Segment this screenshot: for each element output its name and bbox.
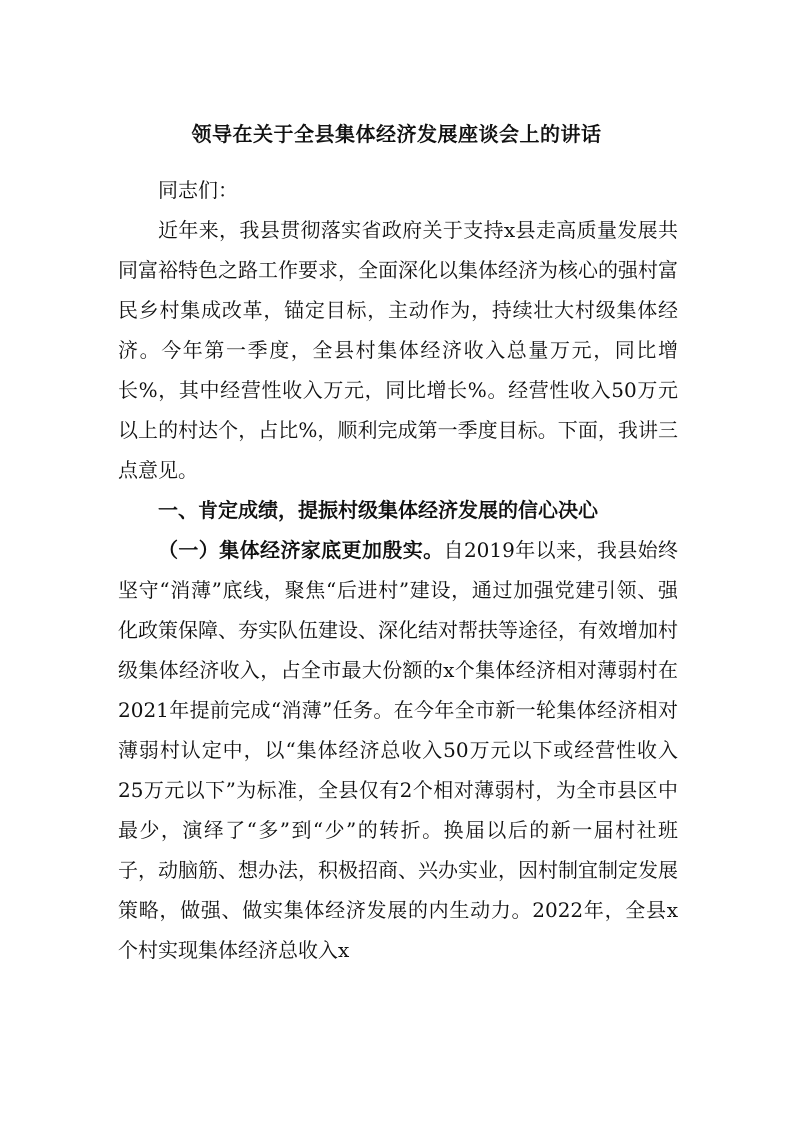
subsection-one-lead: （一）集体经济家底更加殷实。	[158, 538, 444, 562]
document-title: 领导在关于全县集体经济发展座谈会上的讲话	[191, 122, 602, 146]
document-body	[118, 170, 678, 970]
salutation: 同志们：	[158, 178, 238, 202]
subsection-one-text: 自2019年以来，我县始终坚守“消薄”底线，聚焦“后进村”建设，通过加强党建引领、强化政策保障、夯实队伍建设、深化结对帮扶等途径，有效增加村级集体经济收入，占全市最大份额的x个集体经济相对薄弱村在2021年提前完成“消薄”任务。在今年全市新一轮集体经济相对薄弱村认定中，以“集体经济总收入50万元以下或经营性收入25万元以下”为标准，全县仅有2个相对薄弱村，为全市县区中最少，演绎了“多”到“少”的转折。换届以后的新一届村社班子，动脑筋、想办法，积极招商、兴办实业，因村制宜制定发展策略，做强、做实集体经济发展的内生动力。2022年，全县x个村实现集体经济总收入x	[118, 538, 679, 962]
section-one-heading: 一、肯定成绩，提振村级集体经济发展的信心决心	[158, 498, 598, 522]
intro-paragraph: 近年来，我县贯彻落实省政府关于支持x县走高质量发展共同富裕特色之路工作要求，全面深化以集体经济为核心的强村富民乡村集成改革，锚定目标，主动作为，持续壮大村级集体经济。今年第一季度，全县村集体经济收入总量万元，同比增长%，其中经营性收入万元，同比增长%。经营性收入50万元以上的村达个，占比%，顺利完成第一季度目标。下面，我讲三点意见。	[118, 218, 678, 482]
subsection-one-paragraph	[118, 530, 678, 970]
